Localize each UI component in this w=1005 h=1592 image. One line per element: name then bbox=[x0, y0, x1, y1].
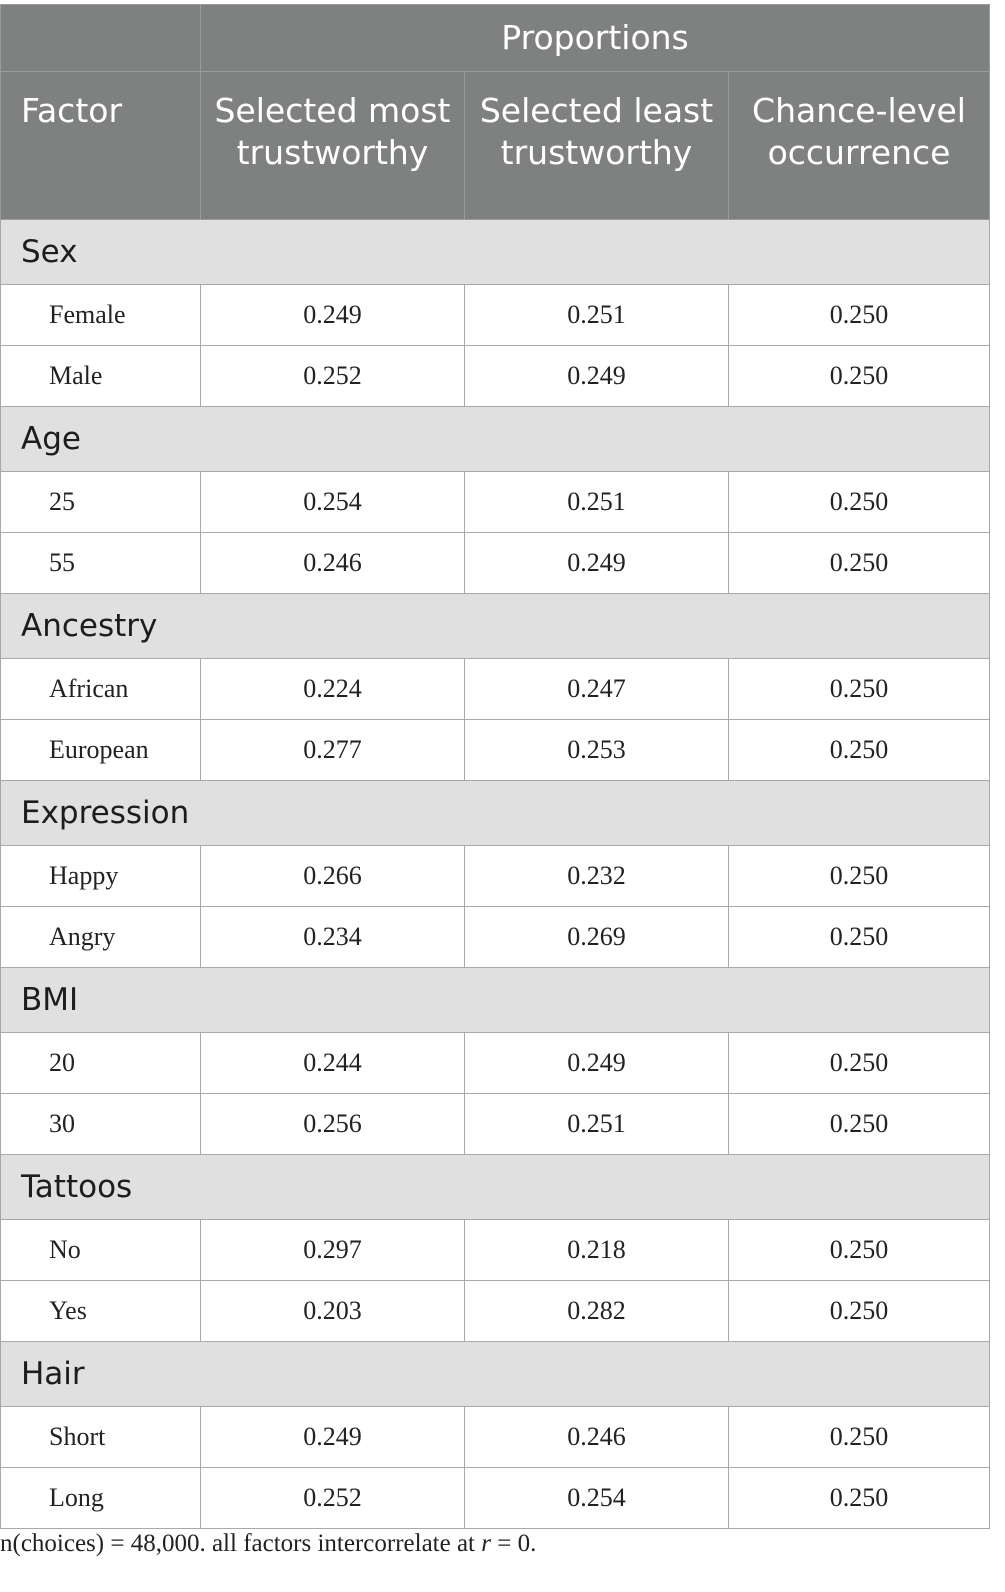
least-trustworthy-cell: 0.282 bbox=[465, 1281, 729, 1342]
least-trustworthy-cell: 0.218 bbox=[465, 1220, 729, 1281]
most-trustworthy-cell: 0.244 bbox=[201, 1033, 465, 1094]
least-trustworthy-cell: 0.269 bbox=[465, 907, 729, 968]
level-cell: 20 bbox=[1, 1033, 201, 1094]
chance-level-column-header: Chance-level occurrence bbox=[729, 72, 990, 220]
table-row bbox=[1, 1220, 990, 1281]
table-row bbox=[1, 720, 990, 781]
header-blank-cell bbox=[1, 5, 201, 72]
table-body bbox=[1, 220, 990, 1529]
table-row bbox=[1, 659, 990, 720]
table-row bbox=[1, 1468, 990, 1529]
most-trustworthy-cell: 0.266 bbox=[201, 846, 465, 907]
least-trustworthy-cell: 0.246 bbox=[465, 1407, 729, 1468]
least-trustworthy-cell: 0.254 bbox=[465, 1468, 729, 1529]
least-trustworthy-column-header: Selected least trustworthy bbox=[465, 72, 729, 220]
table-row bbox=[1, 346, 990, 407]
level-cell: Angry bbox=[1, 907, 201, 968]
most-trustworthy-cell: 0.256 bbox=[201, 1094, 465, 1155]
table-row bbox=[1, 907, 990, 968]
chance-level-cell: 0.250 bbox=[729, 285, 990, 346]
table-footnote bbox=[0, 1530, 536, 1558]
group-row bbox=[1, 594, 990, 659]
footnote-text: n(choices) = 48,000. all factors intercorrelate at bbox=[0, 1530, 482, 1557]
footnote-text-end: = 0. bbox=[490, 1530, 537, 1557]
chance-level-cell: 0.250 bbox=[729, 846, 990, 907]
table-row bbox=[1, 472, 990, 533]
most-trustworthy-cell: 0.249 bbox=[201, 285, 465, 346]
most-trustworthy-cell: 0.203 bbox=[201, 1281, 465, 1342]
level-cell: Happy bbox=[1, 846, 201, 907]
group-row bbox=[1, 1155, 990, 1220]
chance-level-cell: 0.250 bbox=[729, 1220, 990, 1281]
table-row bbox=[1, 285, 990, 346]
group-row bbox=[1, 407, 990, 472]
least-trustworthy-cell: 0.232 bbox=[465, 846, 729, 907]
level-cell: 30 bbox=[1, 1094, 201, 1155]
group-label: BMI bbox=[1, 968, 990, 1033]
least-trustworthy-cell: 0.253 bbox=[465, 720, 729, 781]
least-trustworthy-cell: 0.249 bbox=[465, 533, 729, 594]
table-row bbox=[1, 533, 990, 594]
table-row bbox=[1, 846, 990, 907]
chance-level-cell: 0.250 bbox=[729, 1407, 990, 1468]
least-trustworthy-cell: 0.247 bbox=[465, 659, 729, 720]
table-row bbox=[1, 1033, 990, 1094]
least-trustworthy-cell: 0.251 bbox=[465, 472, 729, 533]
most-trustworthy-column-header: Selected most trustworthy bbox=[201, 72, 465, 220]
group-row bbox=[1, 1342, 990, 1407]
level-cell: Male bbox=[1, 346, 201, 407]
table-row bbox=[1, 1407, 990, 1468]
chance-level-cell: 0.250 bbox=[729, 907, 990, 968]
level-cell: African bbox=[1, 659, 201, 720]
chance-level-cell: 0.250 bbox=[729, 659, 990, 720]
least-trustworthy-cell: 0.251 bbox=[465, 285, 729, 346]
chance-level-cell: 0.250 bbox=[729, 720, 990, 781]
chance-level-cell: 0.250 bbox=[729, 1281, 990, 1342]
level-cell: European bbox=[1, 720, 201, 781]
group-label: Tattoos bbox=[1, 1155, 990, 1220]
level-cell: Yes bbox=[1, 1281, 201, 1342]
level-cell: 55 bbox=[1, 533, 201, 594]
level-cell: Short bbox=[1, 1407, 201, 1468]
table-row bbox=[1, 1094, 990, 1155]
factor-column-header: Factor bbox=[1, 72, 201, 220]
level-cell: Long bbox=[1, 1468, 201, 1529]
most-trustworthy-cell: 0.252 bbox=[201, 1468, 465, 1529]
least-trustworthy-cell: 0.249 bbox=[465, 346, 729, 407]
group-label: Ancestry bbox=[1, 594, 990, 659]
chance-level-cell: 0.250 bbox=[729, 1033, 990, 1094]
proportions-table bbox=[0, 4, 990, 1529]
group-row bbox=[1, 220, 990, 285]
level-cell: Female bbox=[1, 285, 201, 346]
group-label: Expression bbox=[1, 781, 990, 846]
most-trustworthy-cell: 0.297 bbox=[201, 1220, 465, 1281]
chance-level-cell: 0.250 bbox=[729, 533, 990, 594]
chance-level-cell: 0.250 bbox=[729, 1468, 990, 1529]
most-trustworthy-cell: 0.234 bbox=[201, 907, 465, 968]
chance-level-cell: 0.250 bbox=[729, 346, 990, 407]
most-trustworthy-cell: 0.252 bbox=[201, 346, 465, 407]
most-trustworthy-cell: 0.277 bbox=[201, 720, 465, 781]
chance-level-cell: 0.250 bbox=[729, 1094, 990, 1155]
most-trustworthy-cell: 0.254 bbox=[201, 472, 465, 533]
table-row bbox=[1, 1281, 990, 1342]
group-row bbox=[1, 781, 990, 846]
group-label: Hair bbox=[1, 1342, 990, 1407]
group-label: Sex bbox=[1, 220, 990, 285]
level-cell: 25 bbox=[1, 472, 201, 533]
most-trustworthy-cell: 0.249 bbox=[201, 1407, 465, 1468]
group-row bbox=[1, 968, 990, 1033]
footnote-italic-r: r bbox=[481, 1530, 491, 1557]
most-trustworthy-cell: 0.224 bbox=[201, 659, 465, 720]
level-cell: No bbox=[1, 1220, 201, 1281]
least-trustworthy-cell: 0.251 bbox=[465, 1094, 729, 1155]
group-label: Age bbox=[1, 407, 990, 472]
least-trustworthy-cell: 0.249 bbox=[465, 1033, 729, 1094]
proportions-header: Proportions bbox=[201, 5, 990, 72]
chance-level-cell: 0.250 bbox=[729, 472, 990, 533]
most-trustworthy-cell: 0.246 bbox=[201, 533, 465, 594]
